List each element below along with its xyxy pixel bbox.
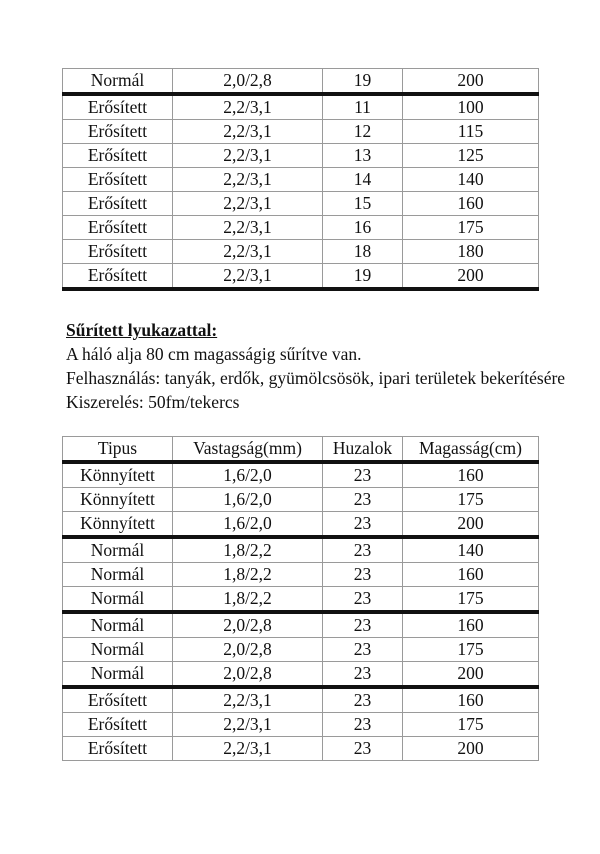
cell-huzalok: 15 xyxy=(323,192,403,216)
cell-magassag: 175 xyxy=(403,638,539,662)
table-row xyxy=(63,537,539,563)
cell-vastagsag: 2,0/2,8 xyxy=(173,638,323,662)
cell-tipus: Könnyített xyxy=(63,462,173,488)
cell-magassag: 100 xyxy=(403,94,539,120)
cell-vastagsag: 1,6/2,0 xyxy=(173,488,323,512)
cell-magassag: 160 xyxy=(403,192,539,216)
cell-huzalok: 23 xyxy=(323,462,403,488)
cell-magassag: 140 xyxy=(403,168,539,192)
cell-tipus: Erősített xyxy=(63,120,173,144)
cell-vastagsag: 1,8/2,2 xyxy=(173,587,323,613)
cell-vastagsag: 2,2/3,1 xyxy=(173,216,323,240)
cell-magassag: 175 xyxy=(403,216,539,240)
header-huzalok: Huzalok xyxy=(323,437,403,463)
cell-vastagsag: 2,2/3,1 xyxy=(173,713,323,737)
table-row xyxy=(63,462,539,488)
cell-tipus: Erősített xyxy=(63,216,173,240)
cell-vastagsag: 2,2/3,1 xyxy=(173,264,323,290)
cell-tipus: Könnyített xyxy=(63,512,173,538)
cell-huzalok: 23 xyxy=(323,537,403,563)
cell-vastagsag: 2,2/3,1 xyxy=(173,737,323,761)
cell-vastagsag: 2,2/3,1 xyxy=(173,687,323,713)
table-row xyxy=(63,737,539,761)
cell-tipus: Erősített xyxy=(63,192,173,216)
table-row xyxy=(63,687,539,713)
cell-vastagsag: 2,0/2,8 xyxy=(173,662,323,688)
cell-tipus: Erősített xyxy=(63,264,173,290)
table-row xyxy=(63,264,539,290)
table-row xyxy=(63,120,539,144)
cell-magassag: 160 xyxy=(403,612,539,638)
table-row xyxy=(63,144,539,168)
cell-vastagsag: 1,6/2,0 xyxy=(173,512,323,538)
cell-huzalok: 23 xyxy=(323,563,403,587)
wire-mesh-table-1 xyxy=(62,68,539,291)
cell-huzalok: 18 xyxy=(323,240,403,264)
table-1-body xyxy=(63,69,539,290)
table-row xyxy=(63,612,539,638)
table-row xyxy=(63,192,539,216)
section-description: A háló alja 80 cm magasságig sűrítve van. xyxy=(66,344,362,364)
cell-magassag: 200 xyxy=(403,662,539,688)
cell-magassag: 160 xyxy=(403,462,539,488)
cell-vastagsag: 2,2/3,1 xyxy=(173,120,323,144)
section-heading: Sűrített lyukazattal: xyxy=(66,320,218,340)
cell-vastagsag: 2,2/3,1 xyxy=(173,168,323,192)
dense-mesh-section xyxy=(66,318,566,414)
section-usage: Felhasználás: tanyák, erdők, gyümölcsösök, ipari területek bekerítésére xyxy=(66,368,566,388)
cell-magassag: 200 xyxy=(403,69,539,95)
cell-tipus: Normál xyxy=(63,563,173,587)
cell-huzalok: 23 xyxy=(323,713,403,737)
table-row xyxy=(63,94,539,120)
cell-tipus: Erősített xyxy=(63,240,173,264)
cell-tipus: Erősített xyxy=(63,94,173,120)
cell-tipus: Erősített xyxy=(63,737,173,761)
table-header-row xyxy=(63,437,539,463)
header-tipus: Tipus xyxy=(63,437,173,463)
cell-magassag: 200 xyxy=(403,512,539,538)
cell-vastagsag: 2,2/3,1 xyxy=(173,192,323,216)
wire-mesh-table-2 xyxy=(62,436,539,761)
cell-tipus: Erősített xyxy=(63,144,173,168)
cell-magassag: 175 xyxy=(403,488,539,512)
table-row xyxy=(63,69,539,95)
table-row xyxy=(63,638,539,662)
cell-tipus: Normál xyxy=(63,662,173,688)
cell-huzalok: 23 xyxy=(323,612,403,638)
cell-huzalok: 23 xyxy=(323,638,403,662)
cell-magassag: 175 xyxy=(403,713,539,737)
table-row xyxy=(63,168,539,192)
section-packaging: Kiszerelés: 50fm/tekercs xyxy=(66,392,240,412)
cell-huzalok: 11 xyxy=(323,94,403,120)
table-row xyxy=(63,563,539,587)
cell-magassag: 180 xyxy=(403,240,539,264)
table-row xyxy=(63,713,539,737)
cell-huzalok: 13 xyxy=(323,144,403,168)
cell-vastagsag: 1,8/2,2 xyxy=(173,563,323,587)
cell-tipus: Normál xyxy=(63,638,173,662)
cell-tipus: Könnyített xyxy=(63,488,173,512)
cell-huzalok: 14 xyxy=(323,168,403,192)
header-vastagsag: Vastagság(mm) xyxy=(173,437,323,463)
cell-huzalok: 23 xyxy=(323,587,403,613)
cell-magassag: 200 xyxy=(403,264,539,290)
cell-vastagsag: 2,0/2,8 xyxy=(173,612,323,638)
cell-huzalok: 16 xyxy=(323,216,403,240)
cell-magassag: 175 xyxy=(403,587,539,613)
table-row xyxy=(63,488,539,512)
cell-magassag: 140 xyxy=(403,537,539,563)
cell-vastagsag: 2,2/3,1 xyxy=(173,240,323,264)
table-row xyxy=(63,512,539,538)
cell-tipus: Erősített xyxy=(63,168,173,192)
cell-magassag: 160 xyxy=(403,563,539,587)
cell-vastagsag: 2,0/2,8 xyxy=(173,69,323,95)
cell-vastagsag: 1,8/2,2 xyxy=(173,537,323,563)
cell-magassag: 200 xyxy=(403,737,539,761)
cell-huzalok: 23 xyxy=(323,687,403,713)
cell-magassag: 115 xyxy=(403,120,539,144)
cell-huzalok: 23 xyxy=(323,737,403,761)
cell-huzalok: 12 xyxy=(323,120,403,144)
header-magassag: Magasság(cm) xyxy=(403,437,539,463)
cell-huzalok: 23 xyxy=(323,488,403,512)
cell-huzalok: 23 xyxy=(323,662,403,688)
table-row xyxy=(63,216,539,240)
cell-tipus: Erősített xyxy=(63,713,173,737)
cell-tipus: Erősített xyxy=(63,687,173,713)
cell-tipus: Normál xyxy=(63,587,173,613)
cell-magassag: 160 xyxy=(403,687,539,713)
cell-huzalok: 19 xyxy=(323,264,403,290)
cell-huzalok: 19 xyxy=(323,69,403,95)
cell-huzalok: 23 xyxy=(323,512,403,538)
table-row xyxy=(63,662,539,688)
table-row xyxy=(63,240,539,264)
cell-tipus: Normál xyxy=(63,537,173,563)
cell-vastagsag: 2,2/3,1 xyxy=(173,144,323,168)
cell-vastagsag: 2,2/3,1 xyxy=(173,94,323,120)
cell-tipus: Normál xyxy=(63,612,173,638)
table-2-body xyxy=(63,462,539,761)
cell-tipus: Normál xyxy=(63,69,173,95)
table-row xyxy=(63,587,539,613)
cell-vastagsag: 1,6/2,0 xyxy=(173,462,323,488)
cell-magassag: 125 xyxy=(403,144,539,168)
